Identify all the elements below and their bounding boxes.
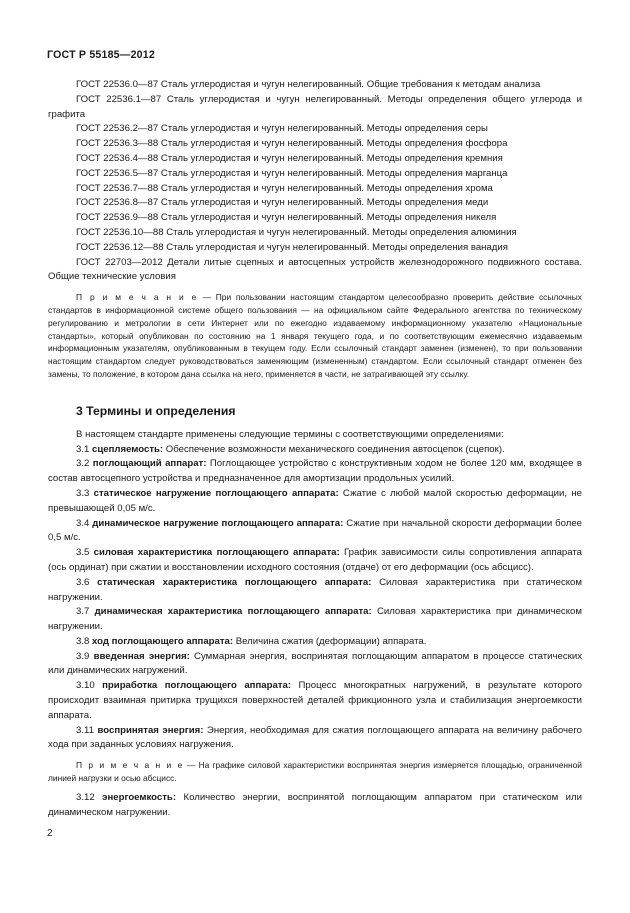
terms-note [48,759,582,785]
term-text: Суммарная энергия, воспринятая поглощающим аппаратом в процессе статических или динамических нагружений. [48,650,583,677]
note-label: П р и м е ч а н и е [76,760,184,771]
term-number: 3.4 [76,517,93,529]
term-name: приработка поглощающего аппарата: [102,680,292,692]
term-text: Сжатие с любой малой скоростью деформации, не превышающей 0,05 м/с. [48,487,582,514]
reference-item: ГОСТ 22536.8—87 Сталь углеродистая и чугун нелегированный. Методы определения меди [76,197,489,209]
term-name: энергоемкость: [102,791,177,803]
term-name: введенная энергия: [93,650,190,662]
term-text: Процесс многократных нагружений, в результате которого происходит взаимная притирка трущихся поверхностей деталей фрикционного узла и стабилизация энергоемкости аппарата. [48,680,582,721]
normative-references-list [48,78,582,285]
reference-item: ГОСТ 22536.0—87 Сталь углеродистая и чугун нелегированный. Общие требования к методам анализа [76,79,541,90]
reference-item: ГОСТ 22536.3—88 Сталь углеродистая и чугун нелегированный. Методы определения фосфора [76,138,508,150]
reference-item: ГОСТ 22536.12—88 Сталь углеродистая и чугун нелегированный. Методы определения ванадия [76,241,508,253]
note-text: — На графике силовой характеристики воспринятая энергия измеряется площадью, ограниченной линией нагрузки и осью абсцисс. [48,760,582,784]
term-name: динамическая характеристика поглощающего аппарата: [94,606,372,618]
term-definition [48,605,582,635]
section-title: 3 Термины и определения [76,403,236,418]
term-name: силовая характеристика поглощающего аппарата: [93,547,340,559]
term-text: Обеспечение возможности механического соединения автосцепок (сцепок). [163,443,505,455]
term-text: Силовая характеристика при статическом нагружении. [48,576,582,603]
term-definition [48,576,582,606]
term-number: 3.5 [76,547,94,559]
term-definition [48,791,582,821]
term-number: 3.12 [76,791,103,803]
term-definition [48,635,582,650]
term-definition [48,487,582,517]
term-name: статическое нагружение поглощающего аппарата: [93,487,339,499]
reference-item: ГОСТ 22703—2012 Детали литые сцепных и автосцепных устройств железнодорожного подвижного состава. Общие технические условия [48,256,582,283]
page-number: 2 [47,828,53,839]
term-text: Силовая характеристика при динамическом нагружении. [48,606,582,633]
term-number: 3.11 [76,724,98,736]
reference-item: ГОСТ 22536.4—88 Сталь углеродистая и чугун нелегированный. Методы определения кремния [76,152,503,164]
term-text: График зависимости силы сопротивления аппарата (ось ординат) при сжатии и восстановлении исходного состояния (отдаче) от его деформации (ось абсцисс). [48,547,582,573]
term-name: статическая характеристика поглощающего аппарата: [97,576,372,588]
term-definition [48,517,582,547]
term-text: Величина сжатия (деформации) аппарата. [233,635,427,647]
reference-item: ГОСТ 22536.5—87 Сталь углеродистая и чугун нелегированный. Методы определения марганца [76,167,508,179]
term-number: 3.2 [76,458,93,470]
term-number: 3.1 [76,443,93,455]
term-name: ход поглощающего аппарата: [92,635,234,647]
term-text: Энергия, необходимая для сжатия поглощающего аппарата на величину рабочего хода при заданных условиях нагружения. [48,724,582,751]
page-content [48,78,582,820]
term-definition [48,650,582,680]
reference-item: ГОСТ 22536.10—88 Сталь углеродистая и чугун нелегированный. Методы определения алюминия [76,226,517,238]
term-number: 3.10 [76,680,103,692]
term-text: Сжатие при начальной скорости деформации более 0,5 м/с. [48,517,582,544]
term-number: 3.8 [76,635,93,647]
term-number: 3.6 [76,576,98,588]
reference-item: ГОСТ 22536.7—88 Сталь углеродистая и чугун нелегированный. Методы определения хрома [76,182,493,194]
document-header: ГОСТ Р 55185—2012 [47,49,155,61]
term-number: 3.3 [76,487,94,499]
term-name: сцепляемость: [92,443,164,455]
term-number: 3.7 [76,606,95,618]
term-definition [48,724,582,754]
term-name: динамическое нагружение поглощающего аппарата: [92,517,344,529]
reference-item: ГОСТ 22536.2—87 Сталь углеродистая и чугун нелегированный. Методы определения серы [76,123,488,135]
section-intro: В настоящем стандарте применены следующие термины с соответствующими определениями: [76,428,504,440]
term-definition [48,679,582,723]
term-text: Количество энергии, воспринятой поглощающим аппаратом при статическом или динамическом нагружении. [48,791,582,818]
references-note [48,291,582,381]
term-name: воспринятая энергия: [97,724,204,736]
term-definition [48,457,582,487]
note-label: П р и м е ч а н и е [76,292,198,303]
term-name: поглощающий аппарат: [92,458,207,470]
reference-item: ГОСТ 22536.1—87 Сталь углеродистая и чугун нелегированный. Методы определения общего углерода и графита [48,93,582,120]
term-text: Поглощающее устройство с конструктивным ходом не более 120 мм, входящее в состав автосцепного устройства и предназначенное для амортизации продольных усилий. [48,458,582,485]
term-definition [48,443,582,458]
note-text: — При пользовании настоящим стандартом целесообразно проверить действие ссылочных стандартов в информационной системе общего пользования — на официальном сайте Федерального агентства по техническому регулированию и метрологии в сети Интернет или по ежегодно издаваемому информационному указателю «Национальные стандарты», который опубликован по состоянию на 1 января текущего года, и по соответствующим ежемесячно издаваемым информационным указателям, опубликованным в текущем году. Если ссылочный стандарт заменен (изменен), то при пользовании настоящим стандартом следует руководствоваться заменяющим (измененным) стандартом. Если ссылочный стандарт отменен без замены, то положение, в котором дана ссылка на него, применяется в части, не затрагивающей эту ссылку. [48,292,582,379]
reference-item: ГОСТ 22536.9—88 Сталь углеродистая и чугун нелегированный. Методы определения никеля [76,212,497,224]
term-definition [48,546,582,576]
term-number: 3.9 [76,650,94,662]
